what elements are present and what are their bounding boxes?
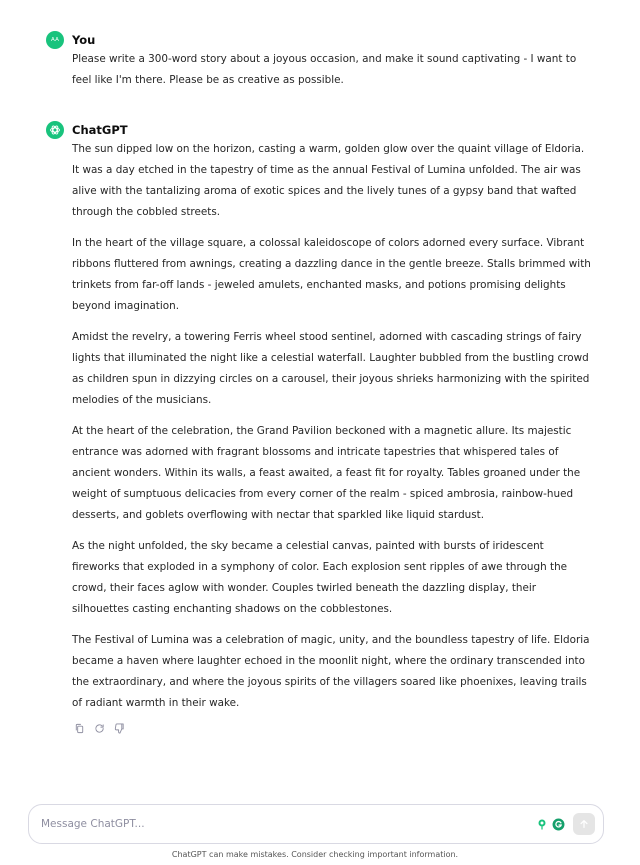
arrow-up-icon [579,819,589,829]
copy-icon[interactable] [72,721,86,735]
send-button[interactable] [573,813,595,835]
message-composer [28,804,604,844]
assistant-message-header [46,121,594,139]
story-paragraph: The Festival of Lumina was a celebration of magic, unity, and the boundless tapestry of life. Eldoria became a haven where laughter echoed in the moonlit night, where the ordinary transcended into the extraordinary, and where the joyous spirits of the villagers soared like phoenixes, leaving trails of radiant warmth in their wake. [72,634,590,709]
story-paragraph: At the heart of the celebration, the Grand Pavilion beckoned with a magnetic allure. Its majestic entrance was adorned with fragrant blossoms and intricate tapestries that whispered tales of ancient wonders. Within its walls, a feast awaited, a feast fit for royalty. Tables groaned under the weight of sumptuous delicacies from every corner of the realm - spiced ambrosia, rainbow-hued desserts, and goblets overflowing with nectar that sparkled like liquid stardust. [72,425,581,521]
user-message-text: Please write a 300-word story about a joyous occasion, and make it sound captivating - I want to feel like I'm there. Please be as creative as possible. [72,53,577,86]
user-message-body [72,49,594,91]
assistant-author-name: ChatGPT [72,123,128,137]
message-actions [72,721,594,735]
extension-pin-icon[interactable] [535,817,549,831]
user-message-header [46,31,594,49]
assistant-message [46,121,594,735]
story-paragraph: Amidst the revelry, a towering Ferris wheel stood sentinel, adorned with cascading strings of fairy lights that illuminated the night like a celestial waterfall. Laughter bubbled from the bustling crowd as children spun in dizzying circles on a carousel, their joyous shrieks harmonizing with the spirited melodies of the musicians. [72,331,590,406]
user-avatar [46,31,64,49]
disclaimer-text: ChatGPT can make mistakes. Consider checking important information. [171,850,459,859]
chatgpt-logo-icon [46,121,64,139]
thumbs-down-icon[interactable] [112,721,126,735]
user-message [46,31,594,91]
regenerate-icon[interactable] [92,721,106,735]
grammar-extension-icon[interactable] [551,817,565,831]
user-avatar-initials: AA [50,37,60,43]
assistant-message-body [72,139,594,714]
story-paragraph: As the night unfolded, the sky became a celestial canvas, painted with bursts of iridescent fireworks that exploded in a symphony of color. Each explosion sent ripples of awe through the crowd, their faces aglow with wonder. Couples twirled beneath the dazzling display, their silhouettes casting enchanting shadows on the cobblestones. [72,540,568,615]
user-author-name: You [72,33,96,47]
message-input[interactable] [29,805,535,843]
story-paragraph: The sun dipped low on the horizon, casting a warm, golden glow over the quaint village of Eldoria. It was a day etched in the tapestry of time as the annual Festival of Lumina unfolded. The air was alive with the tantalizing aroma of exotic spices and the lively tunes of a gypsy band that wafted through the cobbled streets. [72,143,585,218]
story-paragraph: In the heart of the village square, a colossal kaleidoscope of colors adorned every surface. Vibrant ribbons fluttered from awnings, creating a dazzling dance in the gentle breeze. Stalls brimmed with trinkets from far-off lands - jeweled amulets, enchanted masks, and potions promising delights beyond imagination. [72,237,591,312]
